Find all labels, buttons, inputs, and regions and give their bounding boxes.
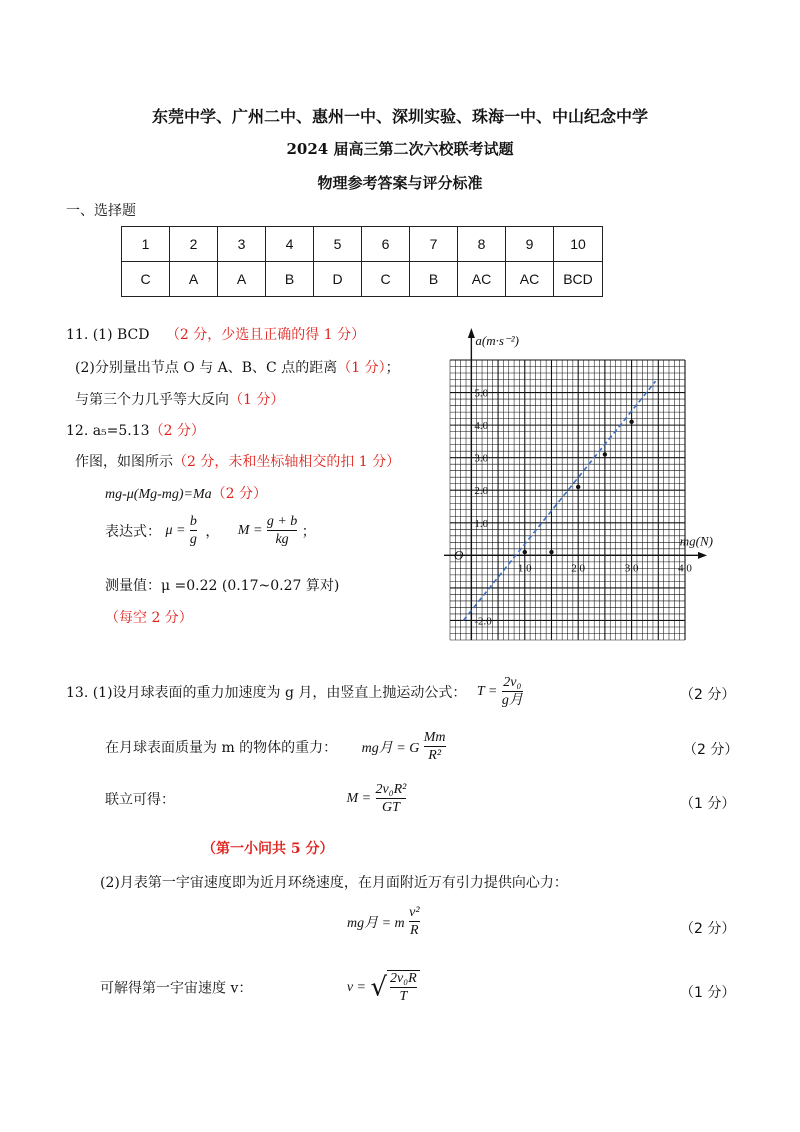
q13-line6-text: 可解得第一宇宙速度 v：: [100, 980, 253, 997]
y-axis-label: a(m·s⁻²): [475, 333, 519, 348]
y-tick-label: -2.0: [474, 615, 492, 628]
q11-part2b-score: （1 分）: [229, 392, 285, 408]
q13-line6-score: （1 分）: [680, 985, 736, 1001]
chart-grid: [450, 360, 685, 640]
origin-label: O: [453, 547, 464, 563]
q13-line2-score: （2 分）: [683, 742, 739, 758]
acceleration-force-chart: [420, 325, 720, 650]
q12-equation: [105, 483, 267, 503]
mu-fraction: [190, 514, 197, 548]
q13-line1-left: T =: [476, 684, 498, 700]
x-axis-arrow-icon: [698, 552, 707, 559]
y-tick-label: 1.0: [474, 517, 489, 530]
q13-line3-fraction: [376, 782, 407, 816]
q11-part2-line2: [75, 389, 284, 409]
y-tick-label: 4.0: [474, 420, 489, 433]
q13-line5-num: v²: [409, 905, 420, 920]
table-cell: 1: [122, 227, 170, 262]
x-axis-label: mg(N): [679, 533, 713, 549]
q13-line2: [105, 730, 446, 764]
table-cell: 6: [362, 227, 410, 262]
q11-part1-score: （2 分，少选且正确的得 1 分）: [165, 327, 366, 343]
q12-equation-text: mg-μ(Mg-mg)=Ma: [105, 487, 212, 502]
table-cell: 8: [458, 227, 506, 262]
x-tick-label: 1.0: [517, 562, 532, 575]
data-point: [629, 420, 633, 424]
q13-line3: [105, 782, 406, 816]
answer-table-answer-row: [122, 262, 603, 297]
page-title: 物理参考答案与评分标准: [317, 174, 483, 192]
q12-expression: 表达式： μ = $\frac{b}{g}$ ， M = $\frac{g + b}{kg}$ ；: [105, 514, 316, 548]
y-axis-arrow-icon: [468, 328, 475, 338]
q13-line5-den: R: [410, 923, 419, 939]
q11-part1: [66, 324, 365, 344]
q13-line6-num: 2v₀R: [390, 971, 417, 986]
q11-part2b-text: 与第三个力几乎等大反向: [75, 392, 229, 408]
exam-title: 2024 届高三第二次六校联考试题: [286, 140, 514, 158]
q13-line1-den: g月: [501, 693, 523, 709]
q12-each-score: （每空 2 分）: [105, 610, 193, 626]
table-cell: 3: [218, 227, 266, 262]
m-denominator: kg: [267, 530, 297, 548]
schools-header: 东莞中学、广州二中、惠州一中、深圳实验、珠海一中、中山纪念中学: [151, 107, 648, 126]
q12-expression-label: 表达式：: [105, 524, 161, 541]
q13-line2-den: R²: [424, 746, 446, 764]
q11-part2-text: (2)分别量出节点 O 与 A、B、C 点的距离: [75, 360, 338, 376]
answer-table: [121, 226, 603, 297]
q13-line3-left: M =: [346, 791, 372, 807]
chart-axes: [444, 328, 707, 640]
table-cell: AC: [458, 262, 506, 297]
m-fraction: [267, 514, 297, 548]
mu-denominator: g: [189, 532, 197, 548]
q13-line2-num: Mm: [423, 730, 446, 745]
q12-measure: 测量值：μ =0.22 (0.17~0.27 算对): [105, 578, 340, 594]
table-cell: 7: [410, 227, 458, 262]
m-numerator: g + b: [266, 514, 298, 529]
q13-line2-fraction: [424, 730, 446, 764]
section-heading-choice: 一、选择题: [66, 203, 136, 219]
data-point: [576, 485, 580, 489]
q12-draw: [75, 451, 400, 471]
y-tick-label: 5.0: [474, 387, 489, 400]
q11-part2-end: ；: [385, 360, 400, 376]
x-tick-label: 4.0: [678, 562, 692, 575]
q13-line2-text: 在月球表面质量为 m 的物体的重力：: [105, 740, 338, 757]
answer-table-number-row: [122, 227, 603, 262]
data-point: [549, 550, 553, 554]
table-cell: 2: [170, 227, 218, 262]
table-cell: C: [362, 262, 410, 297]
table-cell: B: [266, 262, 314, 297]
q13-line6: [100, 970, 420, 1005]
q13-line5-score: （2 分）: [680, 921, 736, 937]
fit-line: [463, 381, 655, 620]
chart-lines: [463, 381, 655, 620]
q12-a5-score: （2 分）: [149, 423, 205, 439]
table-cell: A: [218, 262, 266, 297]
q13-line3-den: GT: [376, 798, 407, 816]
q13-line3-num: 2v₀R²: [375, 782, 407, 797]
q12-a5-value: 12. a₅=5.13: [66, 423, 150, 439]
x-tick-label: 3.0: [624, 562, 639, 575]
q13-line5-left: mg月 = m: [347, 916, 405, 932]
table-cell: BCD: [554, 262, 603, 297]
y-tick-label: 2.0: [474, 485, 489, 498]
data-point: [523, 550, 527, 554]
q13-line1-text: 13. (1)设月球表面的重力加速度为 g 月，由竖直上抛运动公式：: [66, 685, 467, 702]
q13-line1: [66, 675, 523, 709]
q11-answer: 11. (1) BCD: [66, 327, 150, 343]
table-cell: 5: [314, 227, 362, 262]
table-cell: 4: [266, 227, 314, 262]
sqrt-symbol: √: [370, 972, 388, 1003]
q13-line2-left: mg月 = G: [361, 741, 420, 757]
q13-line6-den: T: [390, 987, 417, 1005]
q12-draw-score: （2 分，未和坐标轴相交的扣 1 分）: [173, 454, 401, 470]
q13-line1-score: （2 分）: [680, 687, 736, 703]
q13-line1-num: 2v₀: [503, 675, 522, 690]
q12-a5: [66, 420, 205, 440]
q13-line1-fraction: [502, 675, 523, 709]
q13-line6-left: v =: [346, 979, 366, 995]
q13-line6-fraction: [387, 970, 420, 1005]
table-cell: 10: [554, 227, 603, 262]
q13-line4: (2)月表第一宇宙速度即为近月环绕速度，在月面附近万有引力提供向心力：: [100, 875, 568, 891]
q12-draw-text: 作图，如图所示: [75, 454, 173, 470]
q13-line3-score: （1 分）: [680, 796, 736, 812]
table-cell: 9: [506, 227, 554, 262]
q13-sub1-total: （第一小问共 5 分）: [202, 841, 334, 857]
table-cell: AC: [506, 262, 554, 297]
q12-equation-score: （2 分）: [211, 486, 268, 502]
q11-part2-line1: [75, 357, 400, 377]
mu-numerator: b: [189, 514, 197, 529]
q13-line3-text: 联立可得：: [105, 792, 175, 809]
q13-line5-fraction: [409, 905, 419, 939]
table-cell: D: [314, 262, 362, 297]
q11-part2-score: （1 分）: [337, 360, 386, 376]
x-tick-label: 2.0: [571, 562, 586, 575]
y-tick-label: 3.0: [474, 452, 489, 465]
table-cell: B: [410, 262, 458, 297]
q13-line5: [347, 905, 420, 939]
table-cell: A: [170, 262, 218, 297]
table-cell: C: [122, 262, 170, 297]
data-point: [603, 452, 607, 456]
